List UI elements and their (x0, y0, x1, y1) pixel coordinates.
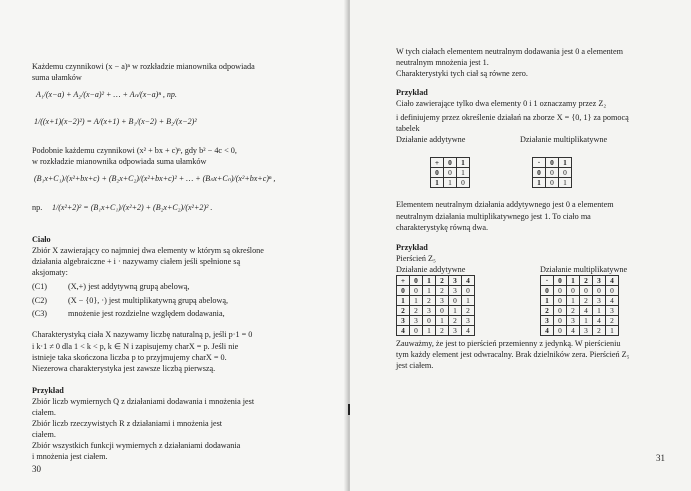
table-cell: 1 (397, 296, 410, 306)
table-row (533, 168, 572, 178)
formula-example-linear: 1/((x+1)(x−2)²) = A/(x+1) + B₁/(x−2) + B₂/(x−2)² (34, 117, 197, 126)
example-line-5: Zbiór wszystkich funkcji wymiernych z działaniami dodawania (32, 441, 241, 450)
table-cell: 4 (397, 326, 410, 336)
mid-line-1: Elementem neutralnym działania addytywnego jest 0 a elementem (396, 200, 614, 209)
table-cell: 4 (567, 326, 580, 336)
bottom-line-2: tym każdy element jest odwracalny. Brak dzielników zera. Pierścień Z₅ (396, 350, 630, 359)
table-row (397, 326, 475, 336)
intro-line-3: Podobnie każdemu czynnikowi (x² + bx + c)ⁿ, gdy b² − 4c < 0, (32, 146, 237, 155)
table-cell: 1 (533, 178, 546, 188)
table-cell: 3 (449, 326, 462, 336)
table-cell: 1 (559, 178, 572, 188)
table-cell: 4 (541, 326, 554, 336)
section-heading-przyklad: Przykład (32, 386, 64, 395)
mid-line-3: charakterystykę równą dwa. (396, 223, 489, 232)
table-cell: 0 (593, 286, 606, 296)
table-cell: 0 (546, 168, 559, 178)
intro-line-2: suma ułamków (32, 73, 82, 82)
cialo-line-1: Zbiór X zawierający co najmniej dwa elementy w którym są określone (32, 246, 264, 255)
axiom-c2-text: (X − {0}, ·) jest multiplikatywną grupą abelową, (68, 296, 229, 305)
right-top-line-2: neutralnym mnożenia jest 1. (396, 58, 489, 67)
table-row (397, 296, 475, 306)
table-cell: 2 (423, 296, 436, 306)
table-cell: 1 (457, 158, 470, 168)
table-cell: 1 (410, 296, 423, 306)
mid-line-2: neutralnym działania multiplikatywnego jest 1. To ciało ma (396, 212, 591, 221)
table-cell: 3 (436, 296, 449, 306)
table-cell: 2 (397, 306, 410, 316)
table-cell: 4 (606, 296, 619, 306)
table-row (541, 296, 619, 306)
table-cell: 0 (546, 158, 559, 168)
table-cell: 2 (593, 326, 606, 336)
cialo-line-2: działania algebraiczne + i · nazywamy ciałem jeśli spełnione są (32, 257, 241, 266)
table-cell: 0 (554, 306, 567, 316)
table-cell: 3 (567, 316, 580, 326)
cialo-line-3: aksjomaty: (32, 268, 68, 277)
table-cell: 0 (457, 178, 470, 188)
table-cell: 1 (423, 326, 436, 336)
table-cell: 0 (559, 168, 572, 178)
table-row (541, 276, 619, 286)
intro-line-4: w rozkładzie mianownika odpowiada suma ułamków (32, 157, 207, 166)
table-cell: 1 (457, 168, 470, 178)
right-top-line-1: W tych ciałach elementem neutralnym dodawania jest 0 a elementem (396, 47, 623, 56)
example-2-heading: Przykład (396, 243, 428, 252)
characteristic-line-2: i k·1 ≠ 0 dla 1 < k < p, k ∈ N i zapisujemy charX = p. Jeśli nie (32, 342, 239, 351)
table-cell: + (397, 276, 410, 286)
table-cell: · (533, 158, 546, 168)
table-cell: 2 (541, 306, 554, 316)
bottom-line-3: jest ciałem. (396, 361, 434, 370)
table-cell: 1 (431, 178, 444, 188)
table-cell: 0 (554, 276, 567, 286)
table-cell: 1 (593, 306, 606, 316)
table-row (397, 316, 475, 326)
z5-multiplication-table (540, 275, 619, 336)
table-row (431, 168, 470, 178)
table-cell: 4 (593, 316, 606, 326)
table-cell: + (431, 158, 444, 168)
formula-partial-fractions-quadratic: (B₁x+C₁)/(x²+bx+c) + (B₂x+C₂)/(x²+bx+c)² + … + (Bₙx+Cₙ)/(x²+bx+c)ⁿ , (34, 174, 276, 183)
table-cell: · (541, 276, 554, 286)
example-line-1: Zbiór liczb wymiernych Q z działaniami dodawania i mnożenia jest (32, 397, 255, 406)
table-cell: 3 (449, 286, 462, 296)
table-cell: 4 (462, 276, 475, 286)
page-number-right: 31 (656, 453, 665, 463)
z2-addition-table (430, 157, 470, 188)
table-cell: 1 (444, 178, 457, 188)
table-cell: 3 (606, 306, 619, 316)
table-cell: 1 (462, 296, 475, 306)
table-cell: 1 (436, 316, 449, 326)
table-row (397, 286, 475, 296)
table-cell: 0 (431, 168, 444, 178)
z2-multiplication-table (532, 157, 572, 188)
example-1-heading: Przykład (396, 88, 428, 97)
table-row (541, 316, 619, 326)
formula-partial-fractions-linear: A₁/(x−a) + A₂/(x−a)² + … + Aₙ/(x−a)ⁿ , np. (36, 90, 177, 99)
table-cell: 3 (449, 276, 462, 286)
table-cell: 1 (559, 158, 572, 168)
table-cell: 1 (449, 306, 462, 316)
right-page (350, 0, 691, 491)
table-cell: 1 (541, 296, 554, 306)
table-cell: 0 (554, 326, 567, 336)
axiom-c1-text: (X,+) jest addytywną grupą abelową, (68, 282, 190, 291)
table-cell: 1 (606, 326, 619, 336)
table-cell: 0 (554, 296, 567, 306)
table-cell: 0 (410, 276, 423, 286)
table-row (541, 326, 619, 336)
formula-example-prefix: np. (32, 203, 43, 212)
table-cell: 3 (462, 316, 475, 326)
table-cell: 2 (410, 306, 423, 316)
table-row (541, 306, 619, 316)
table-cell: 0 (580, 286, 593, 296)
table-cell: 2 (606, 316, 619, 326)
table-cell: 1 (580, 316, 593, 326)
table-cell: 2 (436, 326, 449, 336)
example-line-3: Zbiór liczb rzeczywistych R z działaniami i mnożenia jest (32, 419, 223, 428)
table-cell: 1 (567, 296, 580, 306)
axiom-c1-label: (C1) (32, 282, 48, 291)
table-cell: 0 (533, 168, 546, 178)
table-cell: 2 (567, 306, 580, 316)
table-cell: 0 (436, 306, 449, 316)
table-cell: 0 (423, 316, 436, 326)
table-cell: 0 (541, 286, 554, 296)
example-line-4: ciałem. (32, 430, 56, 439)
table-cell: 3 (423, 306, 436, 316)
table-row (533, 158, 572, 168)
table-cell: 0 (444, 158, 457, 168)
table-cell: 4 (462, 326, 475, 336)
table-cell: 2 (436, 276, 449, 286)
table-row (431, 158, 470, 168)
right-top-line-3: Charakterystyki tych ciał są równe zero. (396, 69, 528, 78)
z5-addition-table (396, 275, 475, 336)
z5-additive-label: Działanie addytywne (396, 265, 466, 274)
example-line-6: i mnożenia jest ciałem. (32, 452, 108, 461)
axiom-c2-label: (C2) (32, 296, 48, 305)
table-cell: 0 (546, 178, 559, 188)
axiom-c3-text: mnożenie jest rozdzielne względem dodawania, (68, 309, 225, 318)
table-cell: 2 (580, 276, 593, 286)
table-cell: 0 (462, 286, 475, 296)
table-cell: 4 (606, 276, 619, 286)
table-row (397, 306, 475, 316)
characteristic-line-3: istnieje taka skończona liczba p to przyjmujemy charX = 0. (32, 353, 227, 362)
example-1-line-2: i definiujemy przez określenie działań na zborze X = {0, 1} za pomocą (396, 113, 629, 122)
z2-additive-label: Działanie addytywne (396, 135, 466, 144)
characteristic-line-1: Charakterystyką ciała X nazywamy liczbę naturalną p, jeśli p·1 = 0 (32, 330, 253, 339)
table-cell: 1 (567, 276, 580, 286)
table-cell: 3 (410, 316, 423, 326)
table-cell: 0 (397, 286, 410, 296)
z2-multiplicative-label: Działanie multiplikatywne (520, 135, 608, 144)
table-cell: 2 (580, 296, 593, 306)
table-cell: 0 (554, 286, 567, 296)
table-cell: 0 (554, 316, 567, 326)
table-cell: 3 (593, 296, 606, 306)
table-cell: 3 (593, 276, 606, 286)
axiom-c3-label: (C3) (32, 309, 48, 318)
example-2-line-1: Pierścień Z₅ (396, 254, 436, 263)
table-row (541, 286, 619, 296)
characteristic-line-4: Niezerowa charakterystyka jest zawsze liczbą pierwszą. (32, 364, 216, 373)
page-number-left: 30 (32, 464, 41, 474)
table-cell: 2 (436, 286, 449, 296)
example-1-line-1: Ciało zawierające tylko dwa elementy 0 i 1 oznaczamy przez Z₂ (396, 99, 607, 108)
table-cell: 3 (580, 326, 593, 336)
table-cell: 2 (449, 316, 462, 326)
table-row (431, 178, 470, 188)
section-heading-cialo: Ciało (32, 235, 51, 244)
table-cell: 0 (567, 286, 580, 296)
formula-example-quadratic: 1/(x²+2)² = (B₁x+C₁)/(x²+2) + (B₂x+C₂)/(x²+2)² . (52, 203, 213, 212)
table-cell: 0 (410, 326, 423, 336)
table-row (397, 276, 475, 286)
table-cell: 0 (606, 286, 619, 296)
example-line-2: ciałem. (32, 408, 56, 417)
table-cell: 4 (580, 306, 593, 316)
table-cell: 0 (449, 296, 462, 306)
example-1-line-3: tabelek (396, 124, 420, 133)
table-cell: 3 (397, 316, 410, 326)
table-cell: 1 (423, 276, 436, 286)
table-cell: 1 (423, 286, 436, 296)
table-cell: 3 (541, 316, 554, 326)
table-cell: 2 (462, 306, 475, 316)
table-cell: 0 (410, 286, 423, 296)
table-cell: 0 (444, 168, 457, 178)
intro-line-1: Każdemu czynnikowi (x − a)ⁿ w rozkładzie mianownika odpowiada (32, 62, 255, 71)
z5-multiplicative-label: Działanie multiplikatywne (540, 265, 628, 274)
table-row (533, 178, 572, 188)
bottom-line-1: Zauważmy, że jest to pierścień przemienny z jedynką. W pierścieniu (396, 339, 621, 348)
